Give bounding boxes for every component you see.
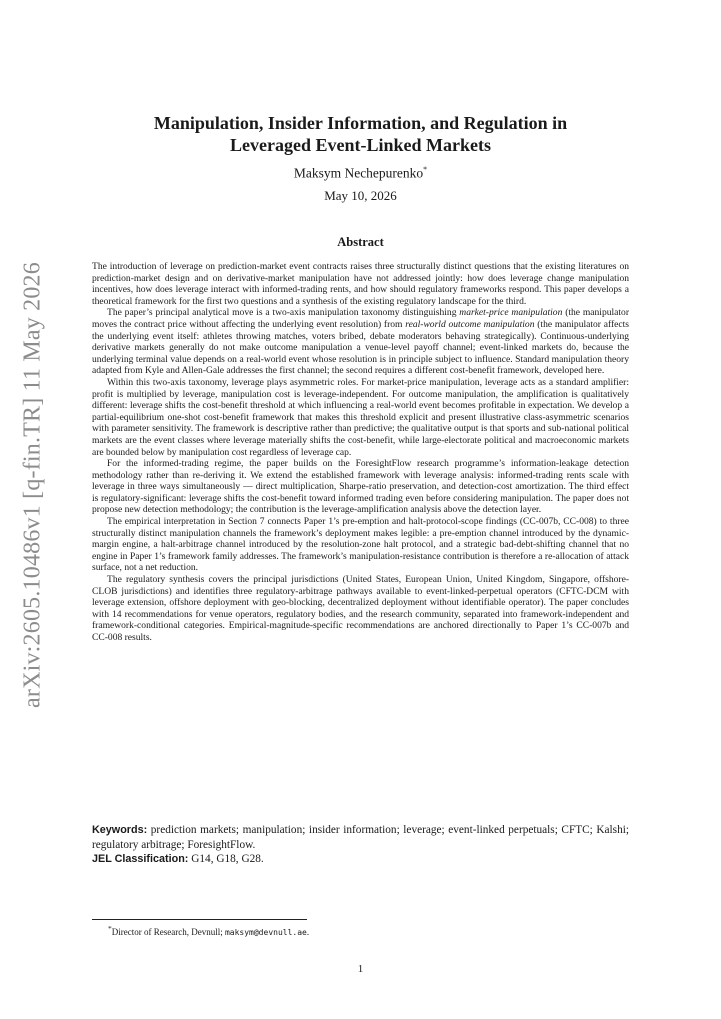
jel-text: G14, G18, G28.	[191, 853, 264, 865]
footnote-end: .	[306, 927, 310, 937]
abstract-p2-text-c: (the manipulator affects the underlying event itself: athletes throwing matches, voters bribed, debate moderators behaving strategically). Continuous-underlying derivative markets generally do not make outcome manipulation a venue-level payoff channel; event-linked markets do, because the underlying terminal value depends on a real-world event whose resolution is in principle subject to influence. Standard manipulation theory adapted from Kyle and Allen-Gale addresses the first channel; the second requires a different cost-benefit framework, developed here.	[92, 318, 629, 377]
abstract-paragraph-3: Within this two-axis taxonomy, leverage plays asymmetric roles. For market-price manipulation, leverage acts as a standard amplifier: profit is multiplied by leverage, manipulation cost is leverage-independent. For outcome manipulation, the amplification is qualitatively different: leverage shifts the cost-benefit threshold at which influencing a real-world event becomes profitable in expectation. We develop a partial-equilibrium one-shot cost-benefit framework that makes this threshold explicit and present illustrative class-asymmetric scenarios with parameter sensitivity. The framework is descriptive rather than predictive; the qualitative output is that sports and sub-national political markets are the event classes where leverage materially shifts the cost-benefit, while large-electorate political and macroeconomic markets are bounded below by manipulation cost regardless of leverage cap.	[92, 376, 629, 458]
title-line-2: Leveraged Event-Linked Markets	[230, 135, 491, 155]
keywords-block	[92, 823, 629, 867]
arxiv-identifier-text: arXiv:2605.10486v1 [q-fin.TR] 11 May 2026	[19, 262, 46, 708]
author-footnote-mark: *	[423, 165, 428, 174]
footnote-email[interactable]: maksym@devnull.ae	[224, 928, 307, 937]
arxiv-identifier-stamp	[18, 262, 48, 708]
publication-date: May 10, 2026	[324, 188, 397, 203]
footnote-text: Director of Research, Devnull;	[111, 927, 225, 937]
abstract-body	[92, 261, 629, 644]
abstract-paragraph-4: For the informed-trading regime, the paper builds on the ForesightFlow research programme’s information-leakage detection methodology rather than re-deriving it. We extend the established framework with leverage analysis: informed-trading rents scale with leverage in three ways simultaneously — direct multiplication, Sharpe-ratio preservation, and detection-cost amortization. The third effect is regulatory-significant: leverage shifts the cost-benefit toward informed trading even before considering manipulation. The paper does not propose new detection methodology; the contribution is the leverage-amplification analysis above the detection layer.	[92, 458, 629, 516]
abstract-paragraph-5: The empirical interpretation in Section 7 connects Paper 1’s pre-emption and halt-protocol-scope findings (CC-007b, CC-008) to three structurally distinct manipulation channels the framework’s deployment makes legible: a pre-emption channel introduced by the dynamic-margin engine, a halt-arbitrage channel introduced by the resolution-zone halt protocol, and a strategic bad-debt-shifting channel that no engine in Paper 1’s framework family addresses. The framework’s manipulation-resistance contribution is therefore a re-allocation of attack surface, not a net reduction.	[92, 516, 629, 574]
abstract-heading: Abstract	[337, 235, 384, 249]
abstract-p2-text-a: The paper’s principal analytical move is a two-axis manipulation taxonomy distinguishing	[107, 307, 460, 319]
footnote-divider	[92, 919, 307, 920]
author-name: Maksym Nechepurenko	[293, 165, 424, 181]
title-line-1: Manipulation, Insider Information, and Regulation in	[153, 113, 568, 133]
paper-title	[92, 112, 629, 156]
keywords-label: Keywords:	[92, 824, 148, 836]
keywords-text: prediction markets; manipulation; insider information; leverage; event-linked perpetuals; CFTC; Kalshi; regulatory arbitrage; ForesightFlow.	[92, 824, 630, 851]
page-number: 1	[357, 963, 364, 975]
abstract-p2-italic-outcome: real-world outcome manipulation	[405, 318, 535, 330]
abstract-p2-italic-market-price: market-price manipulation	[459, 307, 563, 319]
footnote	[108, 924, 309, 937]
abstract-paragraph-1: The introduction of leverage on prediction-market event contracts raises three structurally distinct questions that the existing literatures on prediction-market design and on derivative-market manipulation have not addressed jointly: how does leverage change manipulation incentives, how does leverage interact with informed-trading rents, and how should regulatory frameworks respond. This paper develops a theoretical framework for the first two questions and a synthesis of the existing regulatory landscape for the third.	[92, 261, 629, 307]
jel-line	[92, 852, 629, 867]
keywords-line	[92, 823, 629, 852]
abstract-p2-text-b: (the manipulator moves the contract price without affecting the underlying event resolution) from	[92, 307, 629, 330]
jel-label: JEL Classification:	[92, 853, 189, 865]
abstract-paragraph-2	[92, 307, 629, 377]
footnote-mark: *	[108, 924, 112, 933]
author-line	[92, 165, 629, 182]
abstract-paragraph-6: The regulatory synthesis covers the principal jurisdictions (United States, European Union, United Kingdom, Singapore, offshore-CLOB jurisdictions) and identifies three regulatory-arbitrage pathways available to event-linked-perpetual operators (CFTC-DCM with leverage extension, offshore deployment with geo-blocking, decentralized deployment without identifiable operator). The paper concludes with 14 recommendations for venue operators, regulatory bodies, and the research community, separated into framework-independent and framework-conditional categories. Empirical-magnitude-specific recommendations are anchored directionally to Paper 1’s CC-007b and CC-008 results.	[92, 574, 629, 643]
